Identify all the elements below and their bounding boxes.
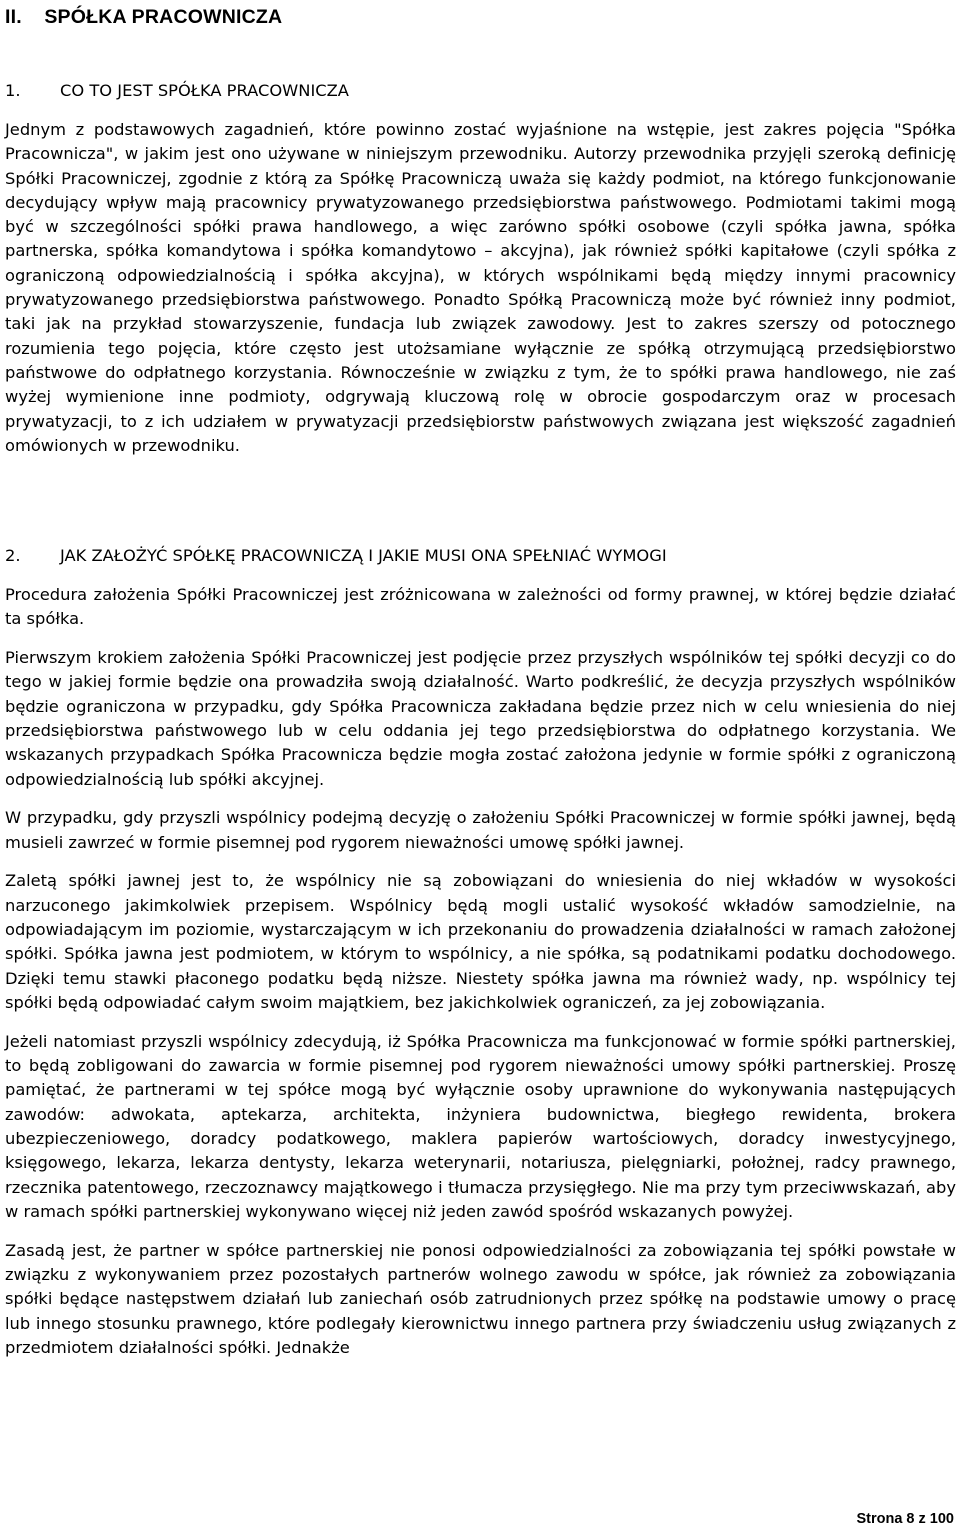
section-1-heading — [5, 79, 349, 103]
section-2-body — [5, 583, 956, 1360]
chapter-title: II. SPÓŁKA PRACOWNICZA — [5, 6, 283, 28]
page-number: Strona 8 z 100 — [856, 1511, 954, 1527]
paragraph: Pierwszym krokiem założenia Spółki Pracowniczej jest podjęcie przez przyszłych wspólników tej spółki decyzji co do tego w jakiej formie będzie ona prowadziła swoją działalność. Warto podkreślić, że decyzja przyszłych wspólników będzie ograniczona w przypadku, gdy Spółka Pracownicza zakładana będzie przez nich w celu wniesienia do niej przedsiębiorstwa państwowego lub w celu oddania jej tego przedsiębiorstwa do odpłatnego korzystania. We wskazanych przypadkach Spółka Pracownicza będzie mogła zostać założona jedynie w formie spółki z ograniczoną odpowiedzialnością lub spółki akcyjnej. — [5, 648, 956, 789]
paragraph: W przypadku, gdy przyszli wspólnicy podejmą decyzję o założeniu Spółki Pracowniczej w formie spółki jawnej, będą musieli zawrzeć w formie pisemnej pod rygorem nieważności umowę spółki jawnej. — [5, 808, 956, 852]
paragraph: Procedura założenia Spółki Pracowniczej jest zróżnicowana w zależności od formy prawnej, w której będzie działać ta spółka. — [5, 585, 956, 629]
paragraph: Jeżeli natomiast przyszli wspólnicy zdecydują, iż Spółka Pracownicza ma funkcjonować w formie spółki partnerskiej, to będą zobligowani do zawarcia w formie pisemnej pod rygorem nieważności umowy spółki partnerskiej. Proszę pamiętać, że partnerami w tej spółce mogą być wyłącznie osoby uprawnione do wykonywania następujących zawodów: adwokata, aptekarza, architekta, inżyniera budownictwa, biegłego rewidenta, brokera ubezpieczeniowego, doradcy podatkowego, maklera papierów wartościowych, doradcy inwestycyjnego, księgowego, lekarza, lekarza dentysty, lekarza weterynarii, notariusza, pielęgniarki, położnej, radcy prawnego, rzecznika patentowego, rzeczoznawcy majątkowego i tłumacza przysięgłego. Nie ma przy tym przeciwwskazań, aby w ramach spółki partnerskiej wykonywano więcej niż jeden zawód spośród wskazanych powyżej. — [5, 1031, 956, 1221]
paragraph: Zaletą spółki jawnej jest to, że wspólnicy nie są zobowiązani do wniesienia do niej wkładów w wysokości narzuconego jakimkolwiek przepisem. Wspólnicy będą mogli ustalić wysokość wkładów samodzielnie, na odpowiadającym im poziomie, wystarczającym w ich przekonaniu do prowadzenia działalności w ramach założonej spółki. Spółka jawna jest podmiotem, w którym to wspólnicy, a nie spółka, są podatnikami podatku dochodowego. Dzięki temu stawki płaconego podatku będą niższe. Niestety spółka jawna ma również wady, np. wspólnicy tej spółki będą odpowiadać całym swoim majątkiem, bez jakichkolwiek ograniczeń, za jej zobowiązania. — [5, 871, 956, 1012]
section-1-number: 1. — [5, 81, 21, 100]
section-2-heading — [5, 544, 667, 568]
section-1-body — [5, 118, 956, 458]
paragraph: Zasadą jest, że partner w spółce partnerskiej nie ponosi odpowiedzialności za zobowiązania tej spółki powstałe w związku z wykonywaniem przez pozostałych partnerów wolnego zawodu w spółce, jak również za zobowiązania spółki będące następstwem działań lub zaniechań osób zatrudnionych przez spółkę na podstawie umowy o pracę lub innego stosunku prawnego, które podlegały kierownictwu innego partnera przy świadczeniu usług związanych z przedmiotem działalności spółki. Jednakże — [5, 1240, 956, 1357]
section-2-number: 2. — [5, 546, 21, 565]
section-1-title: CO TO JEST SPÓŁKA PRACOWNICZA — [60, 81, 349, 100]
section-2-title: JAK ZAŁOŻYĆ SPÓŁKĘ PRACOWNICZĄ I JAKIE MUSI ONA SPEŁNIAĆ WYMOGI — [60, 546, 667, 565]
paragraph: Jednym z podstawowych zagadnień, które powinno zostać wyjaśnione na wstępie, jest zakres pojęcia "Spółka Pracownicza", w jakim jest ono używane w niniejszym przewodniku. Autorzy przewodnika przyjęli szeroką definicję Spółki Pracowniczej, zgodnie z którą za Spółkę Pracowniczą uważa się każdy podmiot, na którego funkcjonowanie decydujący wpływ mają pracownicy prywatyzowanego przedsiębiorstwa państwowego. Podmiotami takimi mogą być w szczególności spółki prawa handlowego, a więc zarówno spółki osobowe (czyli spółka jawna, spółka partnerska, spółka komandytowa i spółka komandytowo – akcyjna), jak również spółki kapitałowe (czyli spółka z ograniczoną odpowiedzialnością i spółka akcyjna), w których wspólnikami będą między innymi pracownicy prywatyzowanego przedsiębiorstwa państwowego. Ponadto Spółką Pracowniczą może być również inny podmiot, taki jak na przykład stowarzyszenie, fundacja lub związek zawodowy. Jest to zakres szerszy od potocznego rozumienia tego pojęcia, które często jest utożsamiane wyłącznie ze spółką otrzymującą przedsiębiorstwo państwowe do odpłatnego korzystania. Równocześnie w związku z tym, że to spółki prawa handlowego, nie zaś wyżej wymienione inne podmioty, odgrywają kluczową rolę w obrocie gospodarczym oraz w procesach prywatyzacji, to z ich udziałem w prywatyzacji przedsiębiorstw państwowych związana jest większość zagadnień omówionych w przewodniku. — [5, 120, 956, 455]
